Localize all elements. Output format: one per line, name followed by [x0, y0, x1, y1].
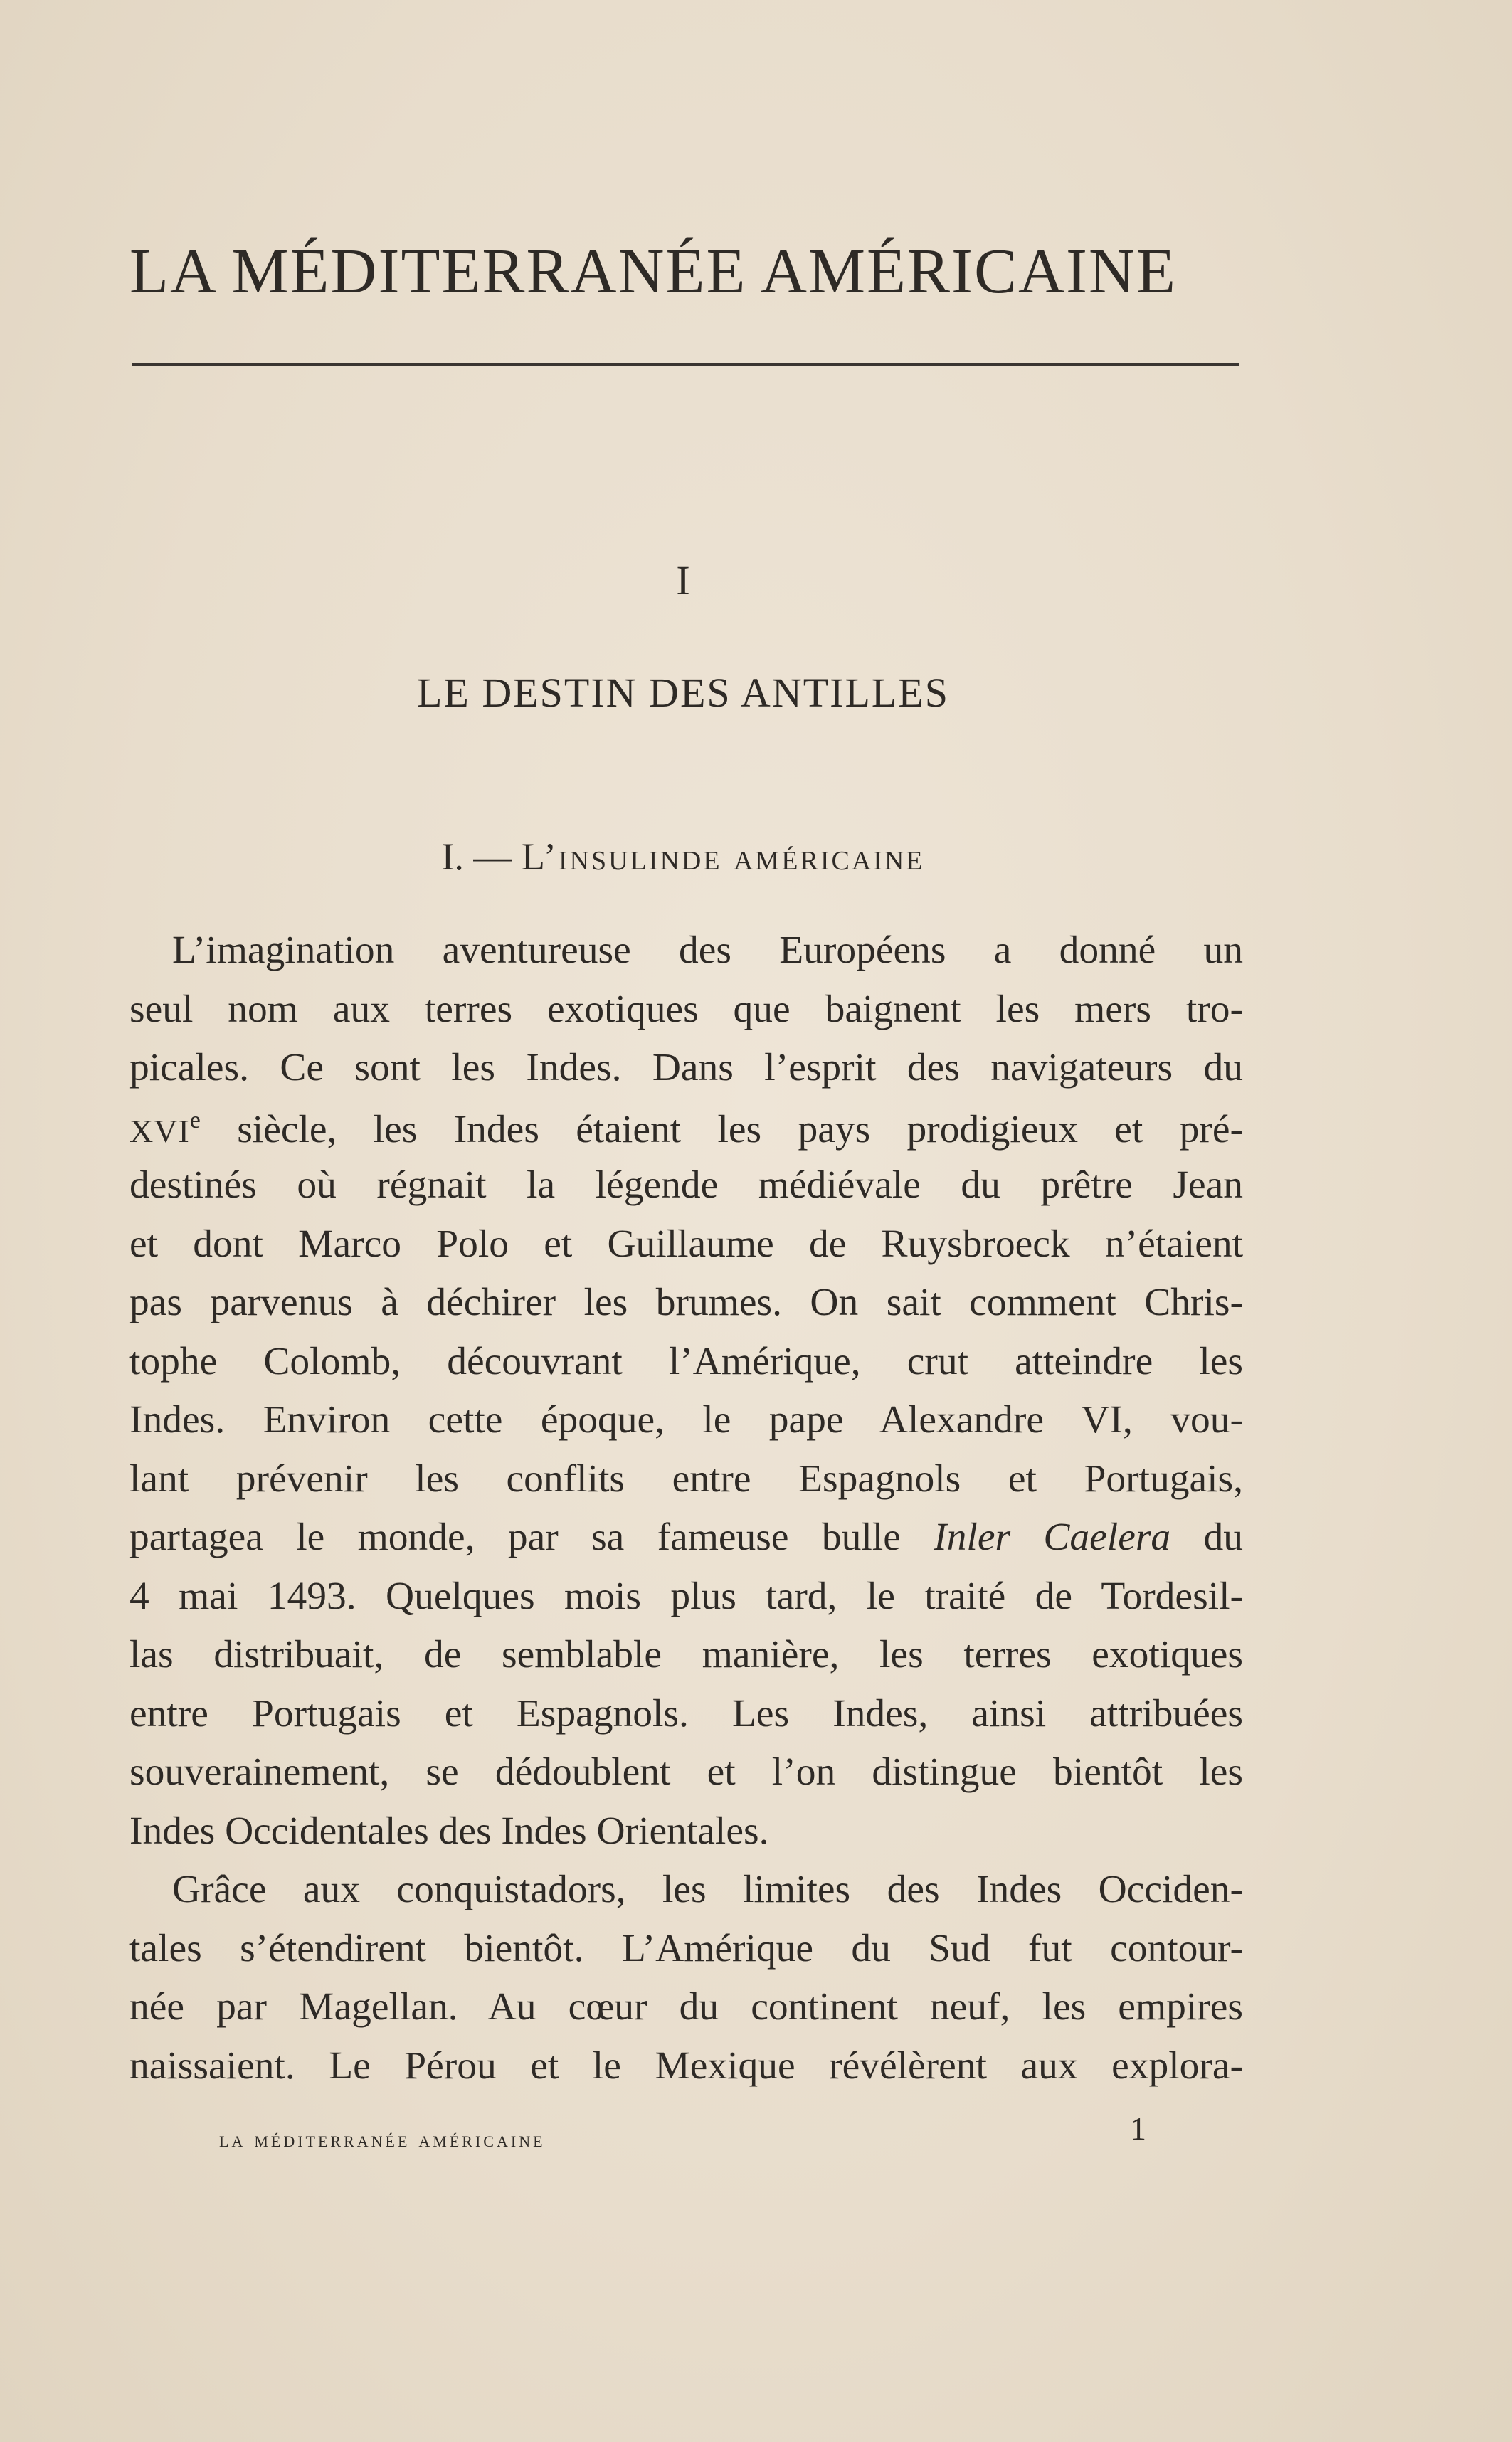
text-line: naissaient. Le Pérou et le Mexique révélèrent aux explora-	[129, 2044, 1243, 2088]
text-line-rest: siècle, les Indes étaient les pays prodigieux et pré-	[237, 1107, 1243, 1151]
century-superscript: e	[189, 1106, 201, 1133]
text-line: Grâce aux conquistadors, les limites des Indes Occiden-	[172, 1868, 1243, 1911]
text-line: destinés où régnait la légende médiévale du prêtre Jean	[129, 1163, 1243, 1207]
text-line: 4 mai 1493. Quelques mois plus tard, le traité de Tordesil-	[129, 1574, 1243, 1618]
section-number: I. —	[441, 835, 512, 878]
section-title: L’insulinde américaine	[521, 835, 925, 878]
text-line: tophe Colomb, découvrant l’Amérique, crut atteindre les	[129, 1339, 1243, 1383]
text-line: entre Portugais et Espagnols. Les Indes, ainsi attribuées	[129, 1691, 1243, 1735]
text-line: lant prévenir les conflits entre Espagnols et Portugais,	[129, 1457, 1243, 1501]
text-line: las distribuait, de semblable manière, les terres exotiques	[129, 1633, 1243, 1676]
text-line: Indes. Environ cette époque, le pape Alexandre VI, vou-	[129, 1398, 1243, 1442]
text-line: L’imagination aventureuse des Européens a donné un	[172, 929, 1243, 972]
text-line-bull	[129, 1508, 1243, 1568]
body-text	[129, 921, 1243, 2095]
bull-name: Inler Caelera	[934, 1516, 1171, 1559]
text-line: tales s’étendirent bientôt. L’Amérique du Sud fut contour-	[129, 1926, 1243, 1970]
chapter-title: LE DESTIN DES ANTILLES	[417, 670, 949, 716]
text-line-century	[129, 1098, 1243, 1157]
text-line: et dont Marco Polo et Guillaume de Ruysbroeck n’étaient	[129, 1222, 1243, 1266]
text-line: née par Magellan. Au cœur du continent neuf, les empires	[129, 1985, 1243, 2029]
century-numeral: xvi	[129, 1100, 190, 1153]
page-number: 1	[1130, 2110, 1146, 2147]
text-line: souverainement, se dédoublent et l’on distingue bientôt les	[129, 1750, 1243, 1794]
title-rule	[132, 363, 1239, 366]
text-line: pas parvenus à déchirer les brumes. On sait comment Chris-	[129, 1281, 1243, 1324]
text-line: picales. Ce sont les Indes. Dans l’esprit des navigateurs du	[129, 1046, 1243, 1089]
section-heading	[0, 835, 1366, 879]
chapter-number: I	[676, 557, 690, 603]
book-title: LA MÉDITERRANÉE AMÉRICAINE	[129, 236, 1177, 307]
text-line-start: partagea le monde, par sa fameuse bulle	[129, 1516, 901, 1559]
text-line: Indes Occidentales des Indes Orientales.	[129, 1809, 769, 1853]
text-line-end: du	[1203, 1516, 1244, 1559]
running-footer-title: la méditerranée américaine	[219, 2126, 546, 2152]
text-line: seul nom aux terres exotiques que baignent les mers tro-	[129, 987, 1243, 1031]
